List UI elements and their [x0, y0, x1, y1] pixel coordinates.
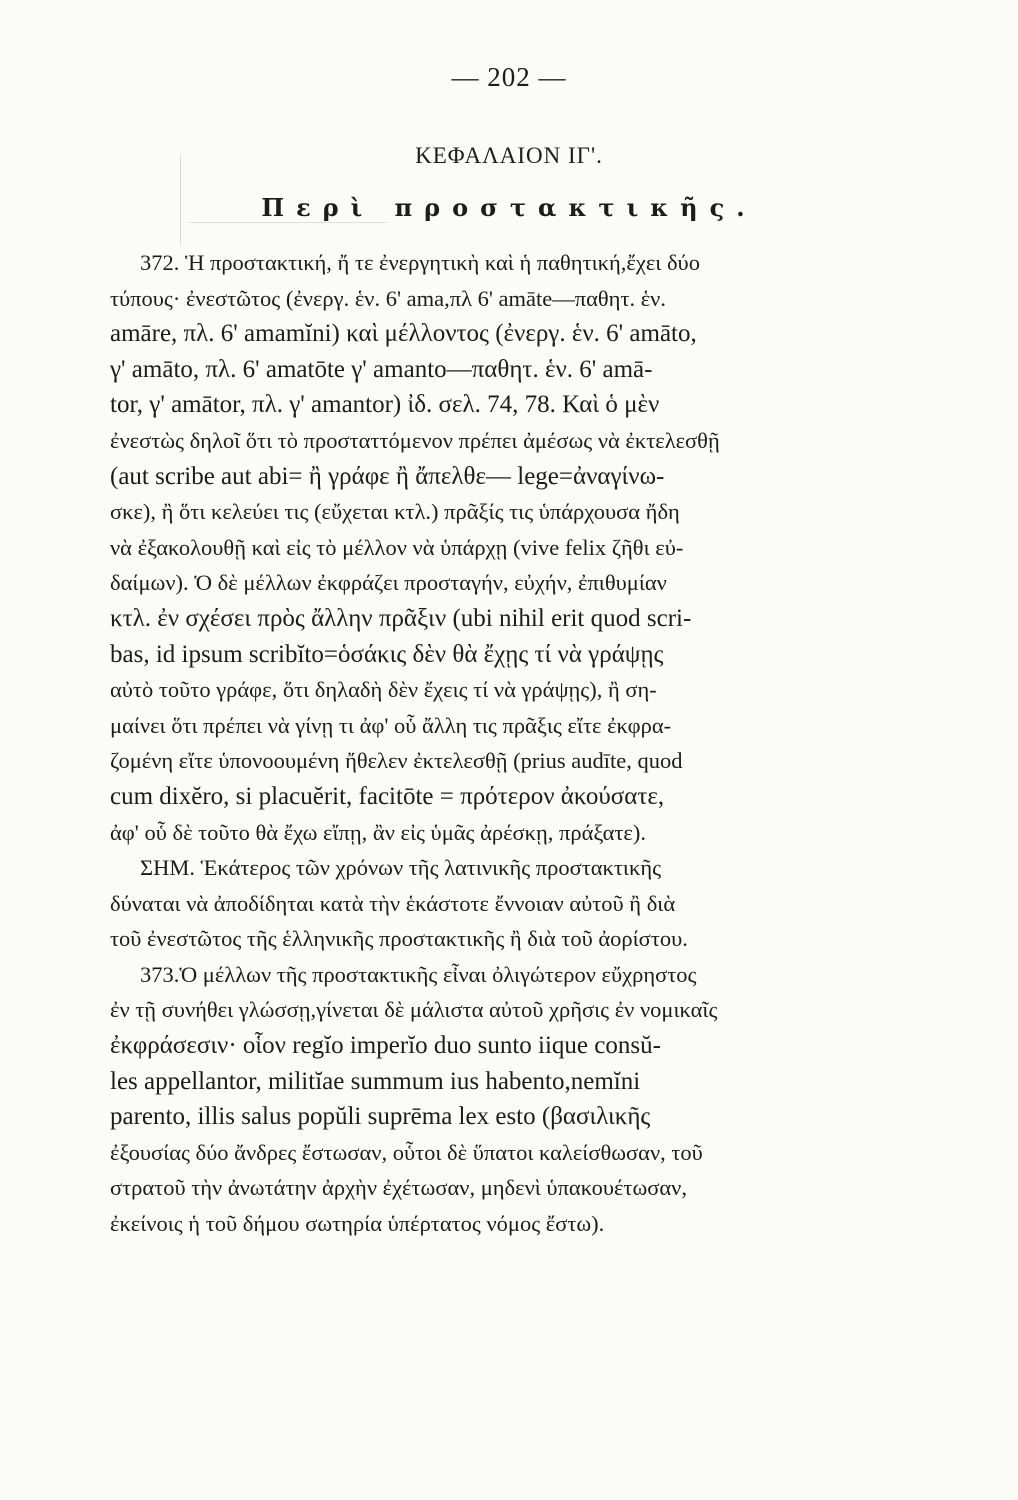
text-line: τοῦ ἐνεστῶτος τῆς ἑλληνικῆς προστακτικῆς ἢ διὰ τοῦ ἀορίστου. [110, 926, 688, 952]
text-line: ἐν τῇ συνήθει γλώσσῃ,γίνεται δὲ μάλιστα αὐτοῦ χρῆσις ἐν νομικαῖς [110, 997, 718, 1023]
text-line: bas, id ipsum scribĭto=ὁσάκις δὲν θὰ ἔχῃς τί νὰ γράψῃς [110, 640, 664, 668]
text-line: ἀφ' οὗ δὲ τοῦτο θὰ ἔχω εἴπῃ, ἂν εἰς ὑμᾶς ἀρέσκῃ, πράξατε). [110, 819, 647, 845]
text-line: κτλ. ἐν σχέσει πρὸς ἄλλην πρᾶξιν (ubi nihil erit quod scri- [110, 604, 692, 632]
text-line: 373.Ὁ μέλλων τῆς προστακτικῆς εἶναι ὀλιγώτερον εὔχρηστος [140, 961, 697, 987]
text-line: ἐνεστὼς δηλοῖ ὅτι τὸ προσταττόμενον πρέπει ἀμέσως νὰ ἐκτελεσθῇ [110, 427, 720, 453]
section-heading: Περὶ προστακτικῆς. [261, 193, 757, 222]
text-line: μαίνει ὅτι πρέπει νὰ γίνῃ τι ἀφ' οὗ ἄλλη τις πρᾶξις εἴτε ἐκφρα- [110, 712, 672, 738]
text-line: ἐκφράσεσιν· οἷον regĭo imperĭo duo sunto iique consŭ- [110, 1032, 661, 1060]
text-line: δαίμων). Ὁ δὲ μέλλων ἐκφράζει προσταγήν, εὐχήν, ἐπιθυμίαν [110, 570, 667, 596]
text-line: ἐξουσίας δύο ἄνδρες ἔστωσαν, οὗτοι δὲ ὕπατοι καλείσθωσαν, τοῦ [110, 1139, 703, 1165]
text-line: amāre, πλ. 6' amamĭni) καὶ μέλλοντος (ἐνεργ. ἑν. 6' amāto, [110, 320, 697, 348]
chapter-title: ΚΕΦΑΛΑΙΟΝ ΙΓ'. [415, 143, 603, 168]
text-line: αὐτὸ τοῦτο γράφε, ὅτι δηλαδὴ δὲν ἔχεις τί νὰ γράψῃς), ἢ ση- [110, 677, 657, 703]
text-line: parento, illis salus popŭli suprēma lex esto (βασιλικῆς [110, 1103, 651, 1131]
text-line: ἐκείνοις ἡ τοῦ δήμου σωτηρία ὑπέρτατος νόμος ἔστω). [110, 1211, 605, 1237]
text-line: ζομένη εἴτε ὑπονοουμένη ἤθελεν ἐκτελεσθῇ (prius audīte, quod [110, 748, 683, 774]
text-line: les appellantor, militĭae summum ius habento,nemĭni [110, 1067, 641, 1095]
text-line: σκε), ἢ ὅτι κελεύει τις (εὔχεται κτλ.) πρᾶξίς τις ὑπάρχουσα ἤδη [110, 499, 680, 525]
page-number: — 202 — [451, 62, 567, 92]
text-line: ΣΗΜ. Ἑκάτερος τῶν χρόνων τῆς λατινικῆς προστακτικῆς [140, 855, 662, 881]
text-line: 372. Ἡ προστακτική, ἤ τε ἐνεργητικὴ καὶ ἡ παθητική,ἔχει δύο [140, 250, 700, 275]
text-line: cum dixĕro, si placuĕrit, facitōte = πρότερον ἀκούσατε, [110, 782, 665, 810]
text-line: δύναται νὰ ἀποδίδηται κατὰ τὴν ἑκάστοτε ἔννοιαν αὐτοῦ ἢ διὰ [110, 890, 676, 916]
text-line: τύπους· ἐνεστῶτος (ἐνεργ. ἑν. 6' ama,πλ 6' amāte—παθητ. ἑν. [110, 285, 666, 311]
text-line: νὰ ἐξακολουθῇ καὶ εἰς τὸ μέλλον νὰ ὑπάρχῃ (vive felix ζῆθι εὐ- [110, 534, 684, 560]
text-line: (aut scribe aut abi= ἢ γράφε ἢ ἄπελθε— lege=ἀναγίνω- [110, 462, 665, 490]
text-line: στρατοῦ τὴν ἀνωτάτην ἀρχὴν ἐχέτωσαν, μηδενὶ ὑπακουέτωσαν, [110, 1175, 687, 1201]
margin-underline [188, 222, 388, 223]
text-line: γ' amāto, πλ. 6' amatōte γ' amanto—παθητ. ἑν. 6' amā- [110, 355, 653, 383]
body-text [110, 245, 885, 1242]
text-line: tor, γ' amātor, πλ. γ' amantor) ἰδ. σελ. 74, 78. Καὶ ὁ μὲν [110, 391, 660, 419]
